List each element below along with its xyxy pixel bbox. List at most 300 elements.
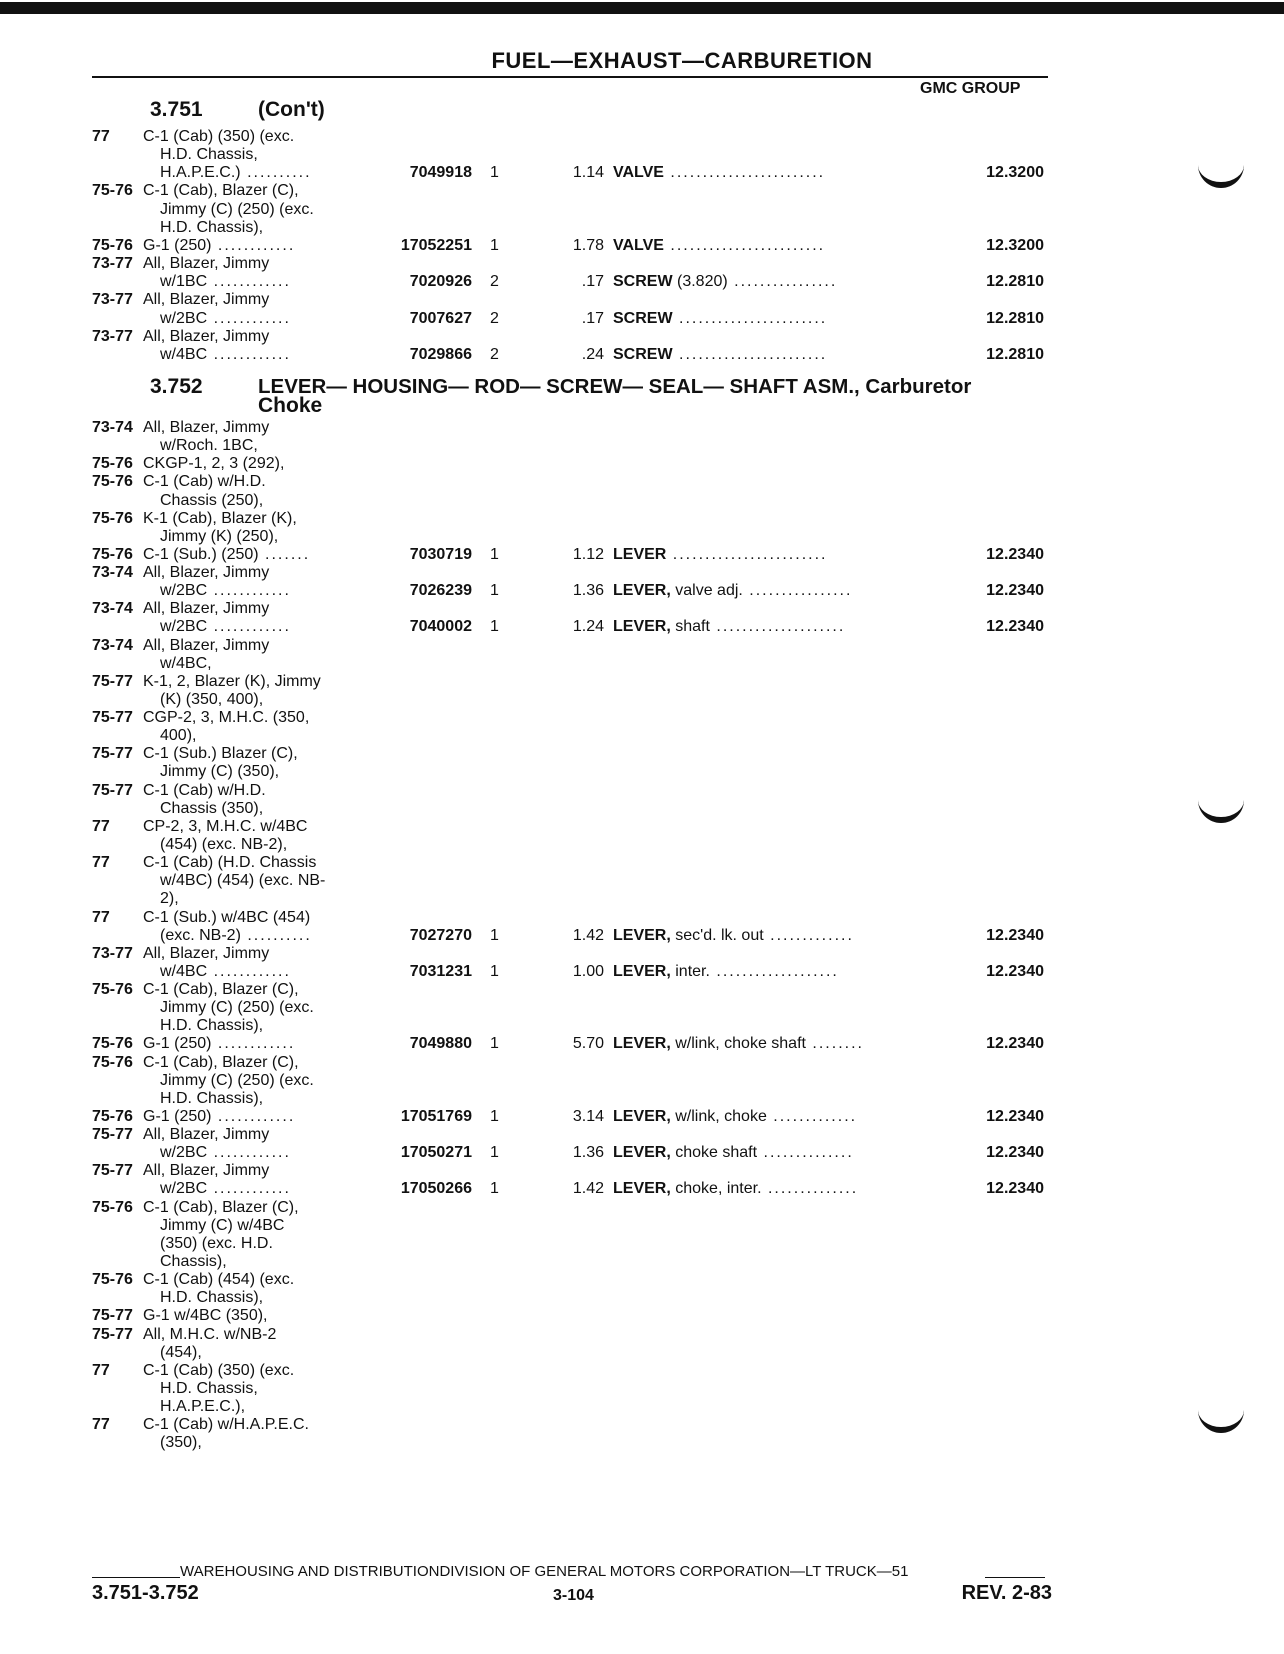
application-label: w/1BC: [160, 273, 208, 291]
list-item: [0, 690, 1284, 709]
application-text: [160, 218, 388, 237]
part-name: LEVER,: [613, 1144, 671, 1162]
quantity: 1: [490, 582, 499, 600]
model-years: 77: [92, 817, 110, 835]
application-text: [160, 1089, 388, 1108]
application-label: CGP-2, 3, M.H.C. (350,: [143, 709, 310, 727]
group-code: 12.2340: [986, 1144, 1044, 1162]
part-description: [613, 272, 933, 291]
application-text: [160, 799, 388, 818]
application-text: [143, 1053, 388, 1072]
application-label: H.D. Chassis),: [160, 1089, 264, 1107]
list-item: [0, 1433, 1284, 1452]
application-label: H.A.P.E.C.),: [160, 1398, 246, 1416]
part-description: [613, 581, 933, 600]
application-label: Chassis (350),: [160, 799, 264, 817]
part-description: [613, 345, 933, 364]
application-text: [143, 908, 388, 927]
application-text: [160, 998, 388, 1017]
leader-dots: ............: [211, 1035, 296, 1053]
application-label: w/4BC: [160, 345, 208, 363]
list-price: .17: [581, 273, 604, 291]
part-description: [613, 926, 933, 945]
leader-dots: ............: [207, 1144, 291, 1162]
quantity: 1: [490, 164, 499, 182]
list-item: [0, 1343, 1284, 1362]
application-text: [160, 1216, 388, 1235]
list-price: 1.42: [572, 1180, 604, 1198]
model-years: 75-77: [92, 745, 133, 763]
list-item: [0, 998, 1284, 1017]
application-text: [160, 926, 388, 945]
application-text: [160, 1071, 388, 1090]
application-text: [143, 1270, 388, 1289]
list-price: 1.24: [572, 618, 604, 636]
part-description: [613, 962, 933, 981]
model-years: 73-74: [92, 564, 133, 582]
application-label: H.D. Chassis),: [160, 218, 264, 236]
list-item: [0, 1107, 1284, 1126]
part-name: LEVER: [613, 545, 667, 563]
list-item: [0, 599, 1284, 618]
list-item: [0, 853, 1284, 872]
part-number: 7026239: [409, 582, 472, 600]
application-label: (exc. NB-2): [160, 926, 241, 944]
application-text: [143, 509, 388, 528]
list-item: [0, 799, 1284, 818]
list-item: [0, 491, 1284, 510]
application-text: [143, 1161, 388, 1180]
part-description: [613, 617, 933, 636]
leader-dots: .......................: [672, 309, 828, 327]
part-description: [613, 163, 933, 182]
application-label: C-1 (Cab) w/H.A.P.E.C.: [143, 1416, 309, 1434]
application-text: [160, 1343, 388, 1362]
model-years: 73-74: [92, 419, 133, 436]
list-price: .24: [581, 345, 604, 363]
model-years: 75-76: [92, 1198, 133, 1216]
application-label: All, Blazer, Jimmy: [143, 636, 270, 654]
list-item: [0, 418, 1284, 437]
application-text: [160, 527, 388, 546]
application-label: w/2BC: [160, 1144, 208, 1162]
model-years: 73-77: [92, 291, 133, 309]
list-item: [0, 871, 1284, 890]
quantity: 1: [490, 1035, 499, 1053]
application-label: (350),: [160, 1434, 202, 1452]
list-item: [0, 835, 1284, 854]
list-item: [0, 708, 1284, 727]
leader-dots: .......................: [672, 345, 828, 363]
footer-revision: REV. 2-83: [961, 1582, 1052, 1604]
application-text: [160, 889, 388, 908]
group-code: 12.2340: [986, 962, 1044, 980]
quantity: 2: [490, 273, 499, 291]
leader-dots: ..........: [240, 164, 312, 182]
group-code: 12.3200: [986, 164, 1044, 182]
application-text: [160, 1433, 388, 1452]
list-item: [0, 1379, 1284, 1398]
list-item: [0, 1198, 1284, 1217]
group-code: 12.2340: [986, 1035, 1044, 1053]
application-label: CP-2, 3, M.H.C. w/4BC: [143, 817, 308, 835]
list-item: [0, 636, 1284, 655]
application-label: H.A.P.E.C.): [160, 164, 241, 182]
model-years: 75-77: [92, 1325, 133, 1343]
application-label: All, Blazer, Jimmy: [143, 291, 270, 309]
application-label: C-1 (Cab), Blazer (C),: [143, 182, 299, 200]
part-name: SCREW: [613, 309, 673, 327]
application-label: G-1 w/4BC (350),: [143, 1307, 268, 1325]
quantity: 1: [490, 618, 499, 636]
list-item: [0, 1179, 1284, 1198]
part-qualifier: inter.: [670, 962, 710, 980]
list-item: [0, 509, 1284, 528]
footer-rule-right: [985, 1577, 1045, 1578]
group-code: 12.2810: [986, 345, 1044, 363]
list-item: [0, 1071, 1284, 1090]
list-item: [0, 1216, 1284, 1235]
application-label: w/Roch. 1BC,: [160, 437, 258, 455]
list-item: [0, 617, 1284, 636]
application-text: [143, 236, 388, 255]
application-text: [143, 454, 388, 473]
list-item: [0, 744, 1284, 763]
application-label: G-1 (250): [143, 1107, 212, 1125]
part-number: 7049880: [409, 1035, 472, 1053]
model-years: 75-76: [92, 509, 133, 527]
list-item: [0, 1288, 1284, 1307]
part-name: LEVER,: [613, 1180, 671, 1198]
quantity: 1: [490, 236, 499, 254]
application-text: [160, 617, 388, 636]
group-code: 12.2340: [986, 1180, 1044, 1198]
application-text: [143, 1325, 388, 1344]
quantity: 1: [490, 1180, 499, 1198]
application-label: K-1, 2, Blazer (K), Jimmy: [143, 672, 321, 690]
application-text: [160, 145, 388, 164]
part-number: 17052251: [400, 236, 472, 254]
model-years: 75-76: [92, 236, 133, 254]
group-code: 12.2340: [986, 926, 1044, 944]
application-label: All, Blazer, Jimmy: [143, 1126, 270, 1144]
list-item: [0, 581, 1284, 600]
application-label: All, Blazer, Jimmy: [143, 419, 270, 436]
application-label: G-1 (250): [143, 236, 212, 254]
application-text: [143, 781, 388, 800]
application-text: [160, 1179, 388, 1198]
list-item: [0, 1053, 1284, 1072]
model-years: 73-74: [92, 600, 133, 618]
application-text: [160, 436, 388, 455]
group-code: 12.2810: [986, 273, 1044, 291]
list-item: [0, 254, 1284, 273]
section-3751-title: (Con't): [258, 98, 325, 121]
part-description: [613, 1179, 933, 1198]
part-qualifier: w/link, choke: [670, 1107, 767, 1125]
application-label: All, Blazer, Jimmy: [143, 600, 270, 618]
part-number: 17051769: [400, 1107, 472, 1125]
model-years: 75-77: [92, 1162, 133, 1180]
part-qualifier: sec'd. lk. out: [670, 926, 764, 944]
application-text: [143, 127, 388, 146]
model-years: 75-77: [92, 709, 133, 727]
application-label: All, Blazer, Jimmy: [143, 327, 270, 345]
section-3752-title: LEVER— HOUSING— ROD— SCREW— SEAL— SHAFT ASM., Carburetor: [258, 375, 972, 398]
application-text: [143, 1415, 388, 1434]
leader-dots: ..........: [240, 926, 312, 944]
application-text: [143, 472, 388, 491]
application-label: H.D. Chassis),: [160, 1289, 264, 1307]
group-code: 12.2340: [986, 582, 1044, 600]
leader-dots: ................: [727, 273, 838, 291]
application-label: All, Blazer, Jimmy: [143, 255, 270, 273]
application-text: [160, 1234, 388, 1253]
application-text: [160, 690, 388, 709]
quantity: 1: [490, 1107, 499, 1125]
quantity: 1: [490, 545, 499, 563]
part-qualifier: (3.820): [672, 273, 728, 291]
model-years: 75-76: [92, 473, 133, 491]
quantity: 1: [490, 926, 499, 944]
list-item: [0, 309, 1284, 328]
model-years: 75-76: [92, 182, 133, 200]
list-item: [0, 545, 1284, 564]
application-label: C-1 (Cab) (350) (exc.: [143, 128, 295, 145]
group-code: 12.2340: [986, 1107, 1044, 1125]
group-code: 12.2340: [986, 618, 1044, 636]
application-text: [160, 1143, 388, 1162]
quantity: 2: [490, 345, 499, 363]
application-text: [143, 327, 388, 346]
application-text: [160, 871, 388, 890]
leader-dots: ............: [207, 273, 291, 291]
list-item: [0, 962, 1284, 981]
application-text: [160, 726, 388, 745]
application-label: All, M.H.C. w/NB-2: [143, 1325, 277, 1343]
part-qualifier: w/link, choke shaft: [670, 1035, 806, 1053]
top-border: [0, 2, 1284, 14]
quantity: 1: [490, 962, 499, 980]
model-years: 75-77: [92, 1126, 133, 1144]
list-item: [0, 127, 1284, 146]
application-text: [143, 636, 388, 655]
application-label: Chassis (250),: [160, 491, 264, 509]
leader-dots: ............: [207, 1180, 291, 1198]
application-label: 400),: [160, 727, 197, 745]
list-item: [0, 181, 1284, 200]
application-label: w/4BC) (454) (exc. NB-: [160, 872, 326, 890]
list-price: 1.00: [572, 962, 604, 980]
leader-dots: ............: [207, 962, 291, 980]
part-number: 7027270: [409, 926, 472, 944]
list-item: [0, 1089, 1284, 1108]
leader-dots: ............: [207, 345, 291, 363]
application-label: C-1 (Cab) w/H.D.: [143, 781, 266, 799]
application-label: Jimmy (C) w/4BC: [160, 1216, 285, 1234]
list-item: [0, 1361, 1284, 1380]
part-qualifier: choke, inter.: [670, 1180, 762, 1198]
part-description: [613, 1034, 933, 1053]
group-code: 12.2810: [986, 309, 1044, 327]
list-price: 1.42: [572, 926, 604, 944]
list-item: [0, 654, 1284, 673]
list-item: [0, 345, 1284, 364]
group-code: 12.3200: [986, 236, 1044, 254]
list-item: [0, 762, 1284, 781]
application-text: [160, 491, 388, 510]
list-item: [0, 1034, 1284, 1053]
list-item: [0, 908, 1284, 927]
part-number: 7049918: [409, 164, 472, 182]
list-item: [0, 236, 1284, 255]
application-text: [143, 545, 388, 564]
application-text: [160, 1016, 388, 1035]
list-item: [0, 889, 1284, 908]
application-label: H.D. Chassis),: [160, 1017, 264, 1035]
list-item: [0, 472, 1284, 491]
list-item: [0, 1016, 1284, 1035]
leader-dots: ........................: [666, 545, 828, 563]
part-name: LEVER,: [613, 962, 671, 980]
leader-dots: ...................: [709, 962, 839, 980]
part-number: 7020926: [409, 273, 472, 291]
model-years: 75-77: [92, 672, 133, 690]
part-description: [613, 1107, 933, 1126]
application-text: [143, 1306, 388, 1325]
list-item: [0, 980, 1284, 999]
application-text: [143, 853, 388, 872]
list-price: 3.14: [572, 1107, 604, 1125]
list-item: [0, 1234, 1284, 1253]
application-label: Jimmy (C) (250) (exc.: [160, 999, 314, 1017]
application-label: C-1 (Cab) (350) (exc.: [143, 1361, 295, 1379]
list-item: [0, 1415, 1284, 1434]
list-item: [0, 163, 1284, 182]
list-item: [0, 1270, 1284, 1289]
list-item: [0, 944, 1284, 963]
part-number: 7040002: [409, 618, 472, 636]
application-text: [143, 708, 388, 727]
application-label: C-1 (Cab), Blazer (C),: [143, 1198, 299, 1216]
section-3752-number: 3.752: [150, 375, 203, 398]
footer-publisher: WAREHOUSING AND DISTRIBUTIONDIVISION OF GENERAL MOTORS CORPORATION—LT TRUCK—51: [180, 1563, 909, 1580]
leader-dots: ................: [742, 582, 853, 600]
leader-dots: ............: [207, 618, 291, 636]
application-text: [143, 599, 388, 618]
part-description: [613, 545, 933, 564]
application-label: C-1 (Cab) (H.D. Chassis: [143, 854, 317, 872]
list-item: [0, 1306, 1284, 1325]
application-label: C-1 (Sub.) (250): [143, 545, 259, 563]
part-number: 7007627: [409, 309, 472, 327]
list-item: [0, 563, 1284, 582]
model-years: 75-76: [92, 545, 133, 563]
list-price: 5.70: [572, 1035, 604, 1053]
application-text: [143, 290, 388, 309]
list-item: [0, 290, 1284, 309]
application-label: G-1 (250): [143, 1035, 212, 1053]
application-text: [160, 1379, 388, 1398]
application-label: K-1 (Cab), Blazer (K),: [143, 509, 297, 527]
list-price: 1.36: [572, 1144, 604, 1162]
title-rule: [92, 76, 1048, 78]
application-text: [160, 762, 388, 781]
application-text: [143, 672, 388, 691]
list-item: [0, 272, 1284, 291]
part-name: VALVE: [613, 236, 664, 254]
application-label: Jimmy (C) (250) (exc.: [160, 1071, 314, 1089]
application-label: 2),: [160, 890, 179, 908]
part-description: [613, 309, 933, 328]
group-code: 12.2340: [986, 545, 1044, 563]
leader-dots: ............: [211, 1107, 296, 1125]
application-label: Jimmy (C) (350),: [160, 763, 280, 781]
leader-dots: ........................: [663, 236, 826, 254]
leader-dots: ........: [805, 1035, 864, 1053]
model-years: 75-76: [92, 1107, 133, 1125]
leader-dots: .............: [766, 1107, 858, 1125]
model-years: 75-76: [92, 455, 133, 473]
application-text: [160, 835, 388, 854]
part-description: [613, 1143, 933, 1162]
list-item: [0, 1143, 1284, 1162]
list-item: [0, 781, 1284, 800]
application-text: [143, 563, 388, 582]
application-label: w/2BC: [160, 309, 208, 327]
model-years: 77: [92, 908, 110, 926]
application-text: [160, 962, 388, 981]
model-years: 75-76: [92, 1271, 133, 1289]
page-title: FUEL—EXHAUST—CARBURETION: [491, 48, 873, 73]
application-text: [143, 944, 388, 963]
list-price: 1.12: [572, 545, 604, 563]
list-item: [0, 726, 1284, 745]
section-3752-title-line2: Choke: [258, 394, 323, 417]
application-label: w/2BC: [160, 618, 208, 636]
model-years: 77: [92, 1361, 110, 1379]
part-name: SCREW: [613, 273, 673, 291]
part-name: LEVER,: [613, 1107, 671, 1125]
model-years: 77: [92, 1416, 110, 1434]
part-qualifier: choke shaft: [670, 1144, 758, 1162]
part-name: LEVER,: [613, 1035, 671, 1053]
application-label: (454),: [160, 1343, 202, 1361]
application-label: C-1 (Cab), Blazer (C),: [143, 981, 299, 999]
application-text: [143, 1034, 388, 1053]
application-text: [160, 309, 388, 328]
application-text: [143, 1107, 388, 1126]
part-number: 17050271: [400, 1144, 472, 1162]
model-years: 77: [92, 128, 110, 145]
leader-dots: ........................: [663, 164, 826, 182]
list-item: [0, 1397, 1284, 1416]
part-number: 17050266: [400, 1180, 472, 1198]
part-qualifier: valve adj.: [670, 582, 743, 600]
application-text: [160, 654, 388, 673]
leader-dots: .......: [258, 545, 311, 563]
application-label: H.D. Chassis,: [160, 146, 258, 164]
application-text: [143, 181, 388, 200]
application-label: C-1 (Cab), Blazer (C),: [143, 1053, 299, 1071]
leader-dots: ............: [207, 582, 291, 600]
list-price: .17: [581, 309, 604, 327]
quantity: 1: [490, 1144, 499, 1162]
model-years: 75-76: [92, 981, 133, 999]
list-item: [0, 1325, 1284, 1344]
part-name: LEVER,: [613, 618, 671, 636]
list-price: 1.14: [572, 164, 604, 182]
